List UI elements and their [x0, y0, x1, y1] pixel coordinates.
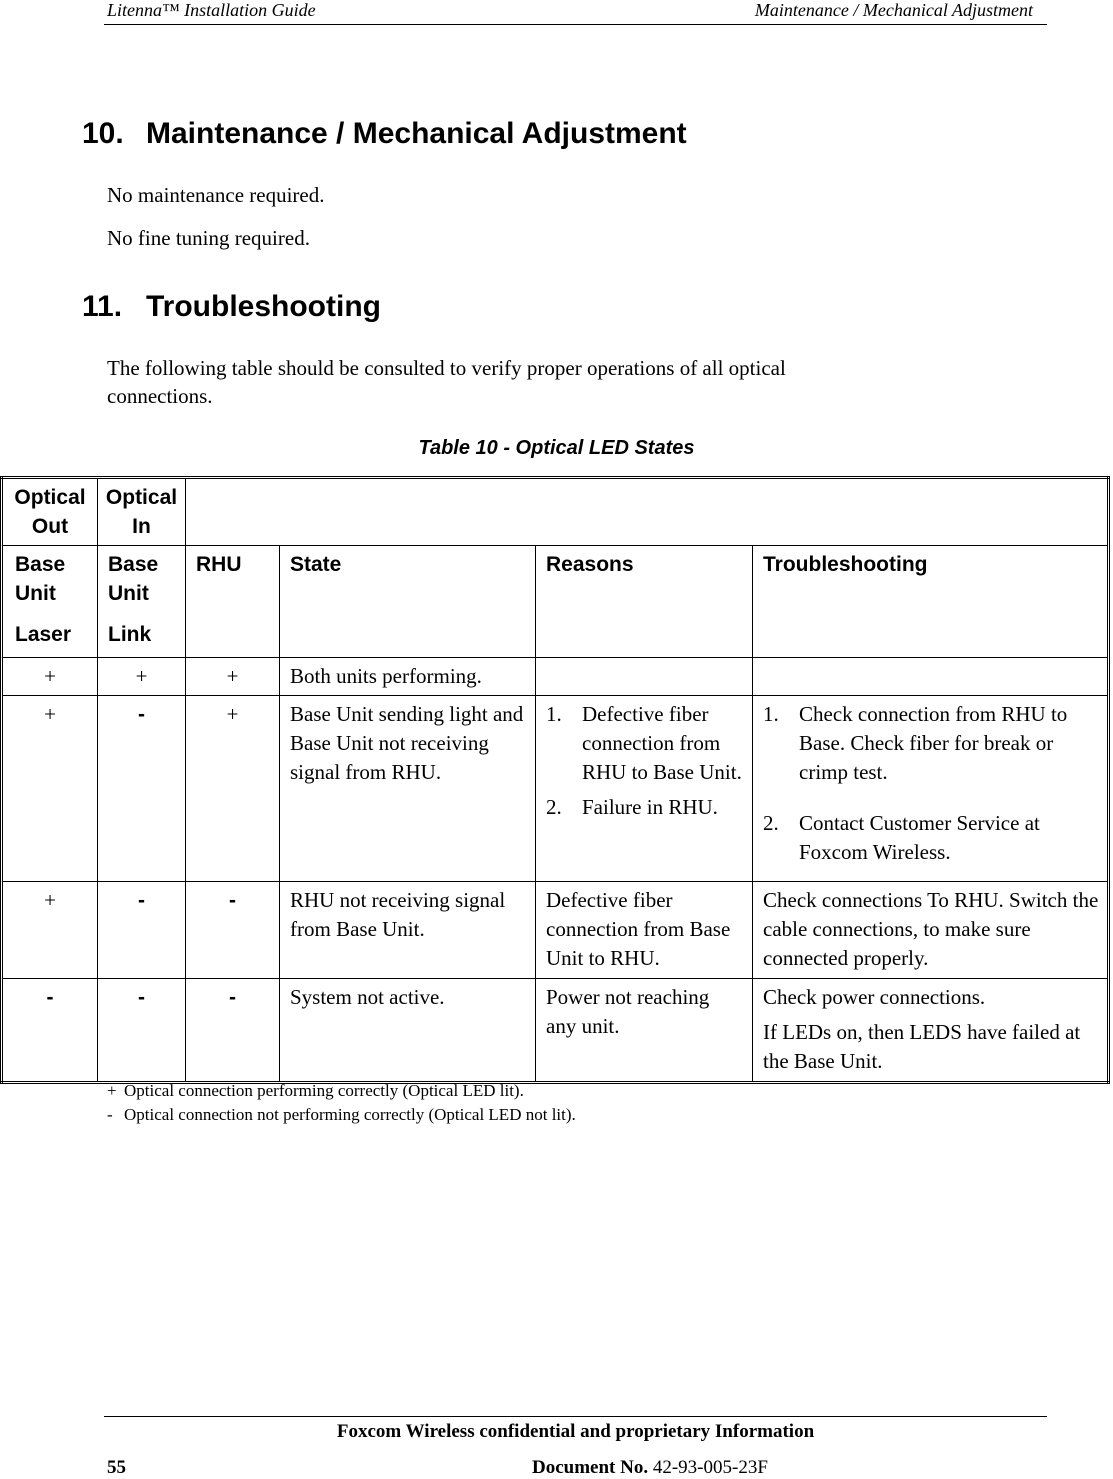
section-11-number: 11.: [82, 290, 123, 323]
cell-troubleshooting: [753, 658, 1109, 696]
document-number: Document No. 42-93-005-23F: [532, 1457, 768, 1478]
cell-reasons: [536, 696, 753, 882]
optical-out-header: Optical Out: [2, 478, 98, 546]
intro-line-2: connections.: [107, 384, 213, 408]
cell-link: -: [98, 882, 186, 979]
table-row: [2, 696, 1109, 882]
cell-rhu: +: [186, 658, 280, 696]
table-row: [2, 882, 1109, 979]
col-header-troubleshooting: Troubleshooting: [753, 546, 1109, 658]
legend-plus: + Optical connection performing correctly (Optical LED lit).: [107, 1081, 524, 1100]
cell-laser: +: [2, 882, 98, 979]
list-item: 1. Defective fiber connection from RHU to Base Unit.: [546, 702, 742, 784]
col-header-base-unit-link: Base Unit Link: [98, 546, 186, 658]
list-item: 1. Check connection from RHU to Base. Check fiber for break or crimp test.: [763, 702, 1068, 784]
no-tuning-text: No fine tuning required.: [107, 226, 310, 250]
header-right: Maintenance / Mechanical Adjustment: [754, 0, 1033, 20]
cell-troubleshooting: Check connections To RHU. Switch the cable connections, to make sure connected properly.: [753, 882, 1109, 979]
section-10-heading: [82, 117, 687, 151]
cell-reasons: [536, 658, 753, 696]
cell-laser: -: [2, 979, 98, 1083]
col-header-state: State: [280, 546, 536, 658]
optical-led-table: [0, 476, 1110, 1084]
page-number: 55: [107, 1457, 126, 1478]
col-header-base-unit-laser: Base Unit Laser: [2, 546, 98, 658]
cell-reasons: Defective fiber connection from Base Unit to RHU.: [536, 882, 753, 979]
optical-in-header: Optical In: [98, 478, 186, 546]
cell-link: -: [98, 696, 186, 882]
footer-rule: [104, 1416, 1047, 1417]
table-column-header-row: [2, 546, 1109, 658]
table-row: [2, 979, 1109, 1083]
cell-rhu: +: [186, 696, 280, 882]
col-header-rhu: RHU: [186, 546, 280, 658]
cell-link: -: [98, 979, 186, 1083]
table-caption: Table 10 - Optical LED States: [418, 437, 695, 459]
cell-laser: +: [2, 696, 98, 882]
cell-state: System not active.: [280, 979, 536, 1083]
list-item: 2. Contact Customer Service at Foxcom Wireless.: [763, 811, 1040, 864]
table-group-header-row: [2, 478, 1109, 546]
header-rule: [104, 24, 1047, 25]
section-10-number: 10.: [82, 117, 124, 150]
intro-paragraph: [107, 354, 786, 410]
no-maintenance-text: No maintenance required.: [107, 183, 325, 207]
header-left: Litenna™ Installation Guide: [107, 0, 316, 20]
col-header-reasons: Reasons: [536, 546, 753, 658]
section-11-heading: [82, 290, 381, 324]
footer-confidential: Foxcom Wireless confidential and proprietary Information: [336, 1421, 815, 1442]
cell-state: RHU not receiving signal from Base Unit.: [280, 882, 536, 979]
cell-link: +: [98, 658, 186, 696]
cell-troubleshooting: Check power connections. If LEDs on, then LEDS have failed at the Base Unit.: [753, 979, 1109, 1083]
cell-rhu: -: [186, 882, 280, 979]
cell-reasons: Power not reaching any unit.: [536, 979, 753, 1083]
cell-laser: +: [2, 658, 98, 696]
section-11-title: Troubleshooting: [146, 290, 381, 323]
legend-minus: - Optical connection not performing correctly (Optical LED not lit).: [107, 1105, 576, 1124]
section-10-title: Maintenance / Mechanical Adjustment: [146, 117, 687, 150]
cell-state: Both units performing.: [280, 658, 536, 696]
list-item: 2. Failure in RHU.: [546, 795, 718, 819]
intro-line-1: The following table should be consulted to verify proper operations of all optical: [107, 356, 786, 380]
cell-troubleshooting: [753, 696, 1109, 882]
cell-rhu: -: [186, 979, 280, 1083]
group-header-empty: [186, 478, 1109, 546]
cell-state: Base Unit sending light and Base Unit not receiving signal from RHU.: [280, 696, 536, 882]
table-row: [2, 658, 1109, 696]
